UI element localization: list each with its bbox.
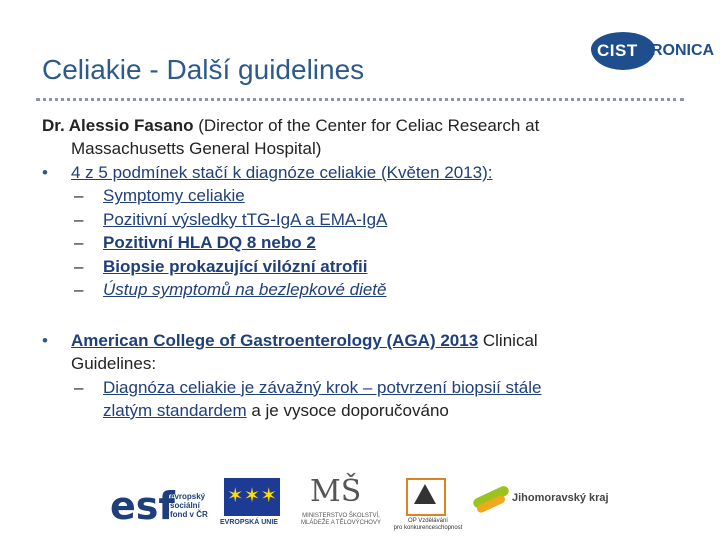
jihomoravsky-kraj-logo-icon: [472, 478, 510, 516]
logo-text-ronica: RONICA: [651, 42, 715, 59]
op-label-2: pro konkurenceschopnost: [393, 525, 463, 532]
esf-letters: esf: [110, 484, 175, 528]
sub-item-aga: [42, 376, 682, 399]
dash-icon: –: [74, 280, 84, 300]
esf-text-3: fond v ČR: [170, 510, 208, 520]
dash-icon: –: [74, 209, 84, 229]
op-triangle: [414, 484, 436, 504]
intro-line: [42, 114, 682, 137]
sub-item-aga-text-3: a je vysoce doporučováno: [246, 400, 449, 420]
bullet-dot-icon: •: [42, 330, 48, 350]
esf-text: [170, 492, 208, 520]
intro-affiliation-1: (Director of the Center for Celiac Research at: [193, 116, 540, 135]
msmt-label-1: MINISTERSTVO ŠKOLSTVÍ,: [302, 513, 380, 519]
bullet-2-line-2: [42, 352, 682, 375]
op-label: [392, 518, 464, 532]
intro-line-2: Massachusetts General Hospital): [71, 139, 322, 159]
sponsor-logos: [108, 470, 628, 532]
bullet-1: [42, 161, 682, 184]
slide-content: [42, 114, 682, 422]
dash-icon: –: [74, 233, 84, 253]
slide-title: Celiakie - Další guidelines: [42, 54, 365, 85]
sub-item-1: [42, 184, 682, 207]
eu-label: EVROPSKÁ UNIE: [220, 519, 278, 526]
title-divider: [36, 98, 684, 101]
sub-item-aga-text-2[interactable]: zlatým standardem: [103, 400, 247, 420]
bullet-1-text[interactable]: 4 z 5 podmínek stačí k diagnóze celiakie (Květen 2013):: [71, 162, 493, 182]
esf-logo-icon: [108, 474, 175, 528]
sub-item-1-text[interactable]: Symptomy celiakie: [103, 186, 245, 206]
bullet-2-bold[interactable]: American College of Gastroenterology (AGA) 2013: [71, 330, 479, 350]
sub-item-3: [42, 231, 682, 254]
esf-text-2: sociální: [170, 501, 200, 511]
sub-item-5-text[interactable]: Ústup symptomů na bezlepkové dietě: [103, 280, 387, 300]
spacer: [42, 302, 682, 329]
sub-item-2: [42, 208, 682, 231]
logo-text-cist: CIST: [597, 41, 638, 60]
region-label: Jihomoravský kraj: [512, 492, 609, 504]
eu-flag-icon: [224, 478, 280, 516]
msmt-logo-icon: MŠ: [310, 474, 362, 509]
sub-item-aga-text-1[interactable]: Diagnóza celiakie je závažný krok – potvrzení biopsií stále: [103, 377, 542, 397]
op-label-1: OP Vzdělávání: [408, 518, 448, 524]
esf-text-1: evropský: [170, 492, 206, 501]
dash-icon: –: [74, 377, 84, 397]
bullet-2-guidelines: Guidelines:: [71, 354, 157, 374]
op-vk-logo-icon: [406, 478, 446, 516]
sub-item-2-text[interactable]: Pozitivní výsledky tTG-IgA a EMA-IgA: [103, 209, 388, 229]
bullet-dot-icon: •: [42, 162, 48, 182]
sub-item-4: [42, 255, 682, 278]
bullet-2: [42, 329, 682, 352]
sub-item-4-text[interactable]: Biopsie prokazující vilózní atrofii: [103, 256, 368, 276]
sub-item-3-text[interactable]: Pozitivní HLA DQ 8 nebo 2: [103, 233, 316, 253]
msmt-label: [286, 513, 396, 527]
bullet-2-rest: Clinical: [478, 330, 538, 350]
eu-stars: ✶✶✶: [226, 485, 278, 507]
dash-icon: –: [74, 186, 84, 206]
intro-author: Dr. Alessio Fasano: [42, 116, 194, 135]
sub-item-5: [42, 278, 682, 301]
sub-item-aga-line-2: [42, 399, 682, 422]
cistronica-logo-icon: [591, 30, 715, 74]
msmt-label-2: MLÁDEŽE A TĚLOVÝCHOVY: [301, 520, 381, 527]
dash-icon: –: [74, 256, 84, 276]
